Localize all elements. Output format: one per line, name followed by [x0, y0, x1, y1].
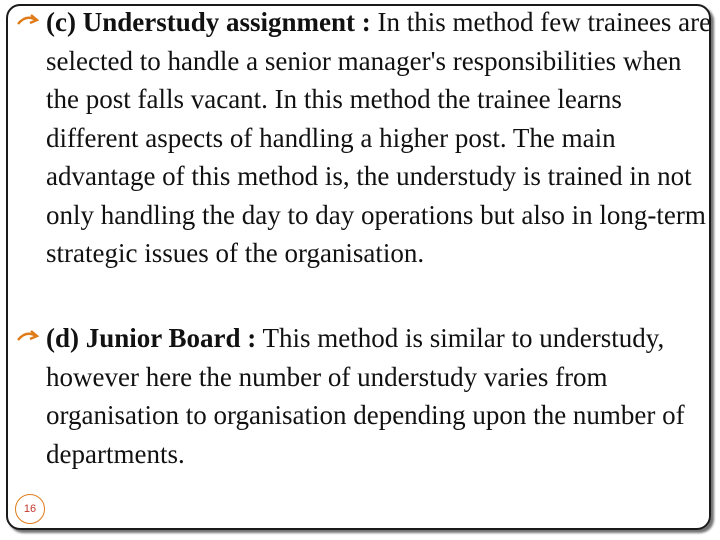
bullet-body-text: In this method few trainees are selected to handle a senior manager's responsibilities when the post falls vacant. In this method the trainee learns different aspects of handling a higher post. The main advantage of this method is, the understudy is trained in not only handling the day to day operations but also in long-term strategic issues of the organisation.: [46, 7, 712, 268]
bullet-body-text: This method is similar to understudy, however here the number of understudy varies from organisation to organisation depending upon the number of departments.: [46, 323, 685, 469]
page-number-badge: [15, 494, 45, 524]
bullet-item-junior-board: [46, 319, 712, 473]
bullet-item-understudy-assignment: [46, 3, 712, 273]
bullet-heading: (d) Junior Board :: [46, 323, 257, 353]
orange-arrow-bullet-icon: [16, 12, 40, 32]
orange-arrow-bullet-icon: [16, 328, 40, 348]
bullet-heading: (c) Understudy assignment :: [46, 7, 371, 37]
page-number: 16: [23, 503, 37, 515]
